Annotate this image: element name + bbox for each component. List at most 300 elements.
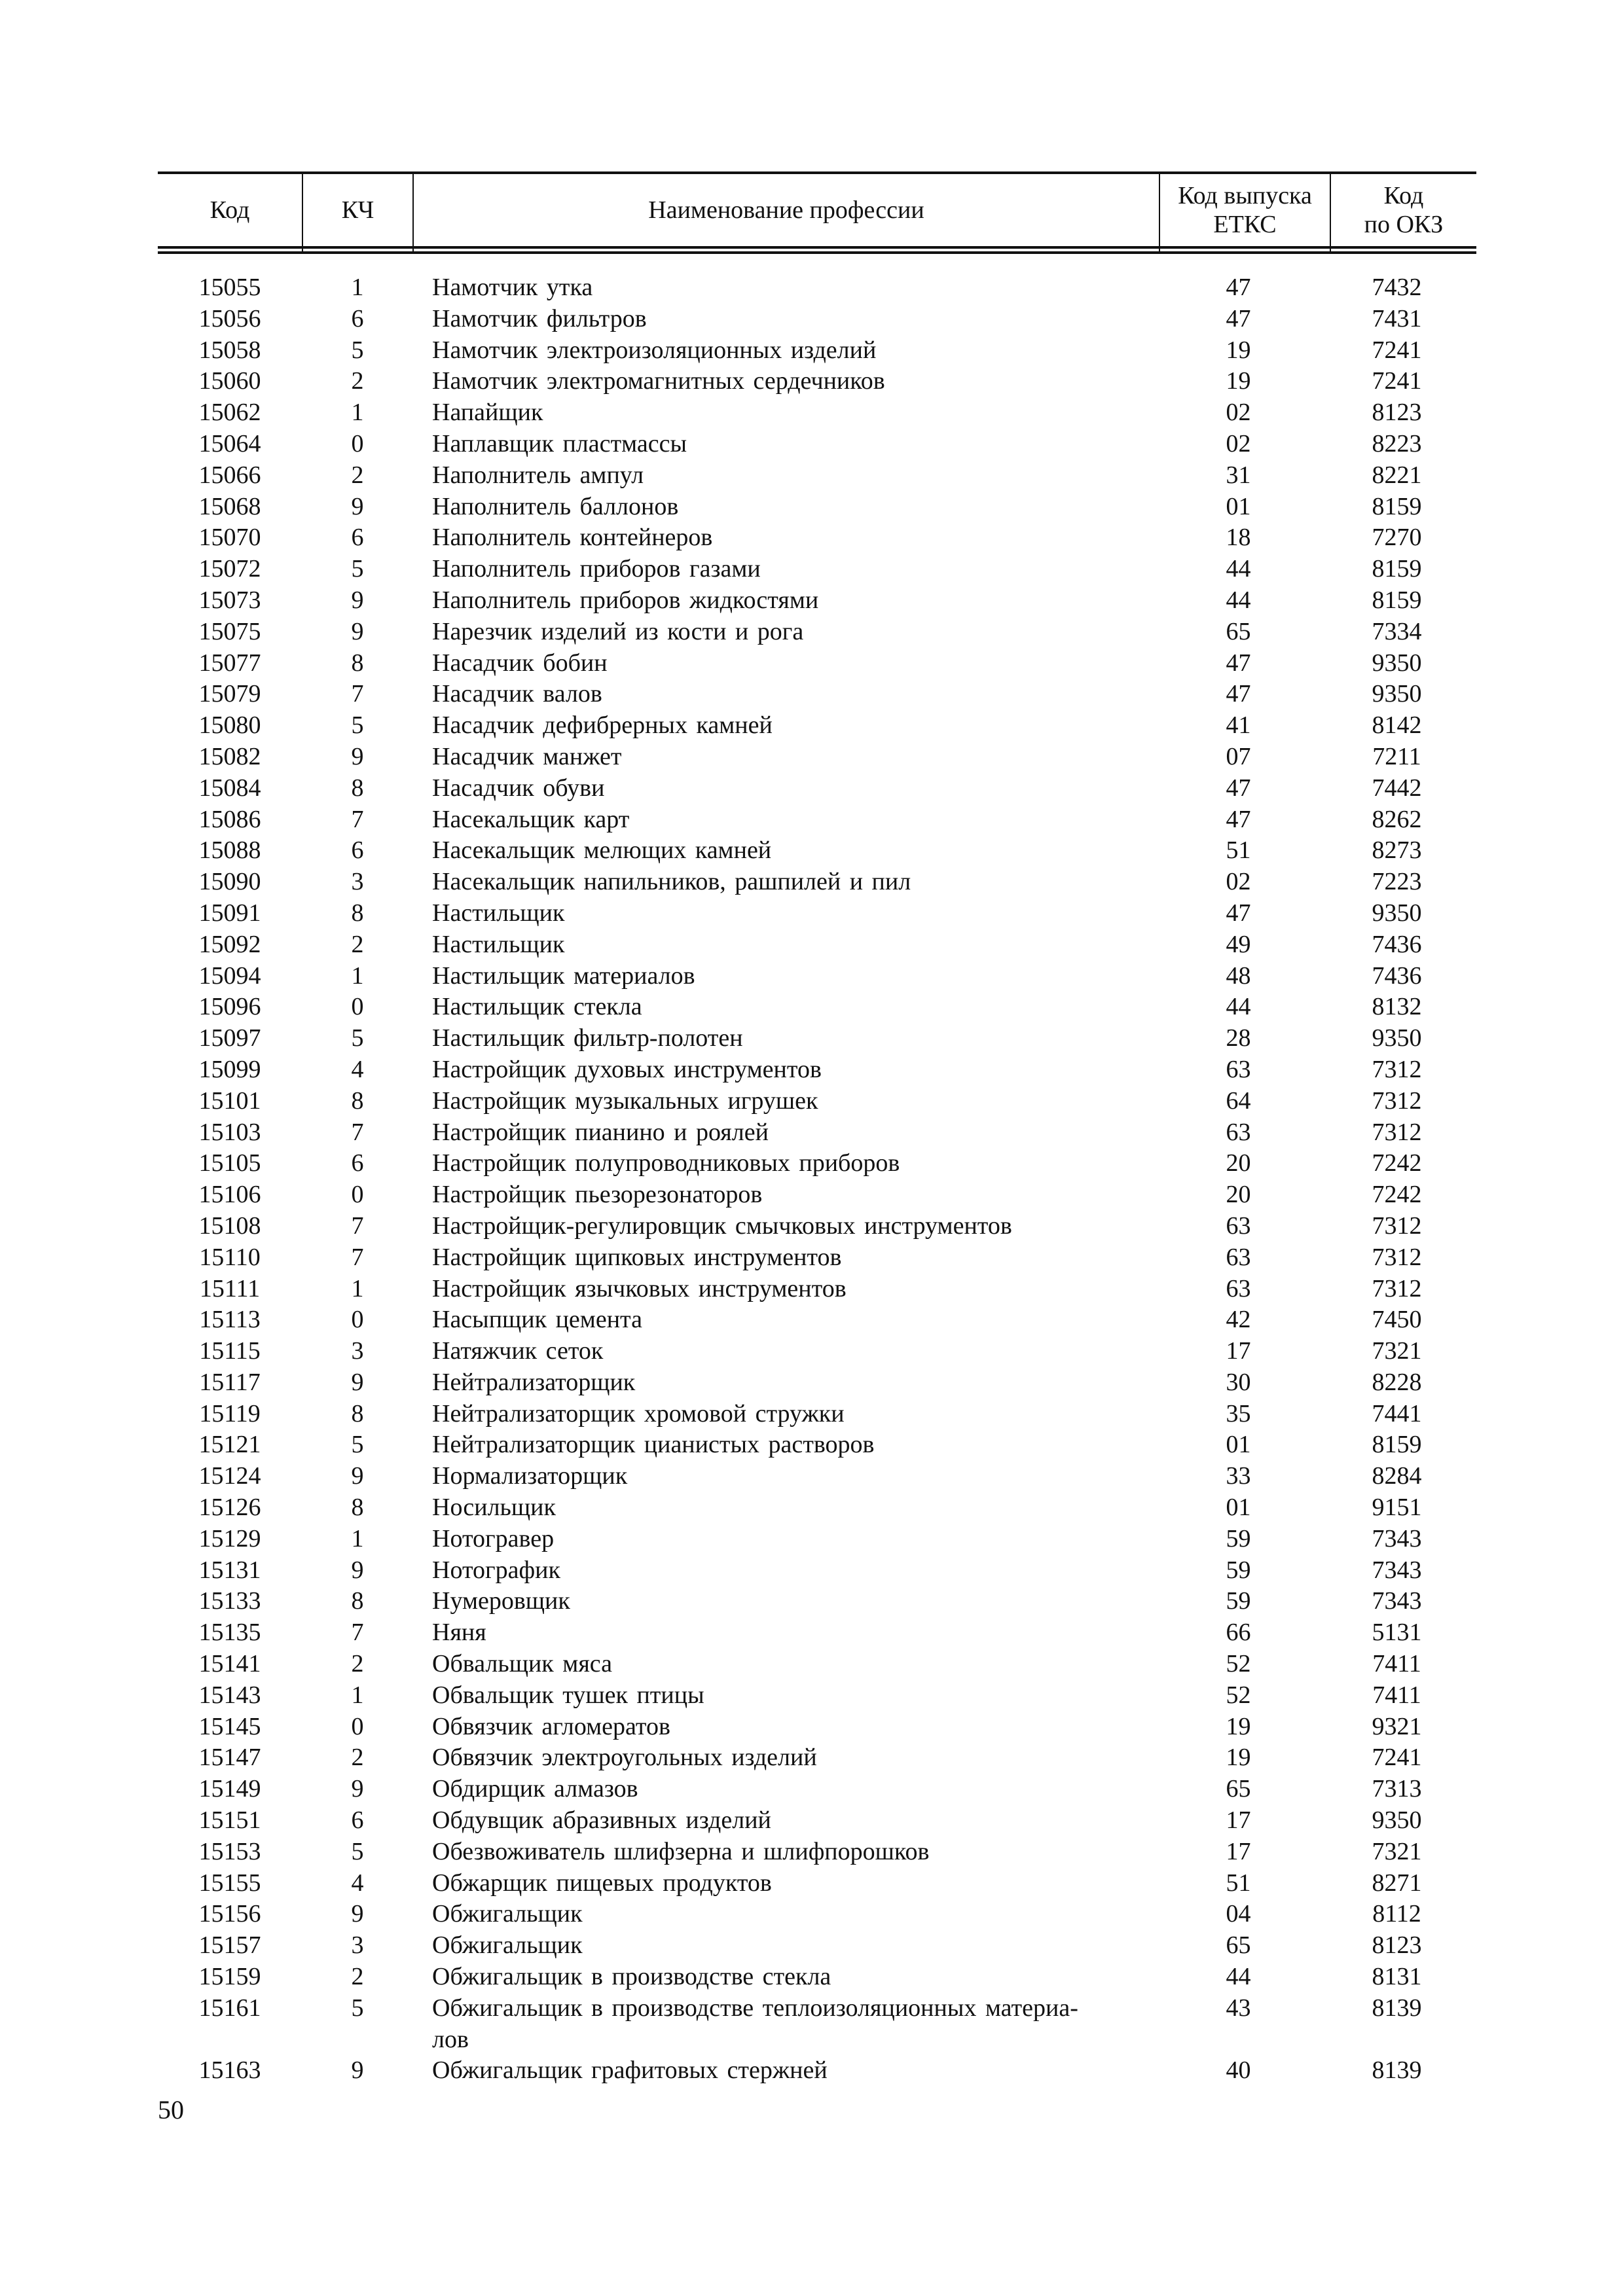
cell-code: 15101 [198,1086,261,1115]
cell-okz-code: 9321 [1372,1712,1422,1740]
cell-code: 15159 [198,1963,261,1991]
cell-etks-code: 18 [1226,524,1251,552]
cell-code: 15126 [198,1494,261,1522]
cell-code: 15115 [199,1337,261,1365]
cell-okz-code: 8271 [1372,1869,1422,1897]
cell-code: 15086 [198,805,261,833]
cell-okz-code: 8132 [1372,993,1422,1021]
cell-okz-code: 7321 [1372,1337,1422,1365]
table-row [158,1492,1476,1524]
cell-okz-code: 7343 [1372,1524,1422,1552]
table-row [158,1304,1476,1336]
cell-code: 15103 [198,1118,261,1146]
cell-okz-code: 7241 [1372,1744,1422,1772]
table-header [158,174,1476,246]
cell-okz-code: 7343 [1372,1556,1422,1584]
cell-profession-name: Настильщик материалов [432,961,695,990]
cell-code: 15141 [198,1650,261,1678]
header-rule [158,251,1476,254]
cell-okz-code: 7211 [1372,742,1421,770]
cell-profession-name: Нумеровщик [432,1587,570,1615]
cell-profession-name: Обезвоживатель шлифзерна и шлифпорошков [432,1837,930,1865]
cell-profession-name: Обжигальщик в производстве стекла [432,1963,831,1991]
cell-profession-name: Настильщик стекла [432,993,642,1021]
cell-profession-name: Настройщик пианино и роялей [432,1118,769,1146]
cell-code: 15070 [198,524,261,552]
cell-etks-code: 19 [1226,1712,1251,1740]
cell-okz-code: 7442 [1372,774,1422,802]
table-row [158,1274,1476,1305]
cell-code: 15105 [198,1149,261,1177]
cell-kch: 5 [351,1024,364,1052]
cell-profession-name: Настройщик духовых инструментов [432,1055,822,1083]
table-row [158,429,1476,460]
cell-profession-name: Настильщик [432,899,565,927]
cell-code: 15121 [198,1431,261,1459]
cell-kch: 1 [351,274,364,301]
cell-code: 15072 [198,555,261,583]
table-row [158,835,1476,867]
cell-etks-code: 01 [1226,1494,1251,1522]
cell-okz-code: 8123 [1372,399,1422,427]
cell-profession-name: Намотчик электромагнитных сердечников [432,367,885,395]
table-row [158,1837,1476,1868]
cell-kch: 2 [351,1963,364,1991]
cell-kch: 7 [351,680,364,708]
header-kch: КЧ [341,196,374,224]
table-row [158,1555,1476,1587]
table-row [158,679,1476,710]
cell-profession-name: Обдувщик абразивных изделий [432,1806,771,1835]
cell-etks-code: 66 [1226,1619,1251,1647]
table-row [158,742,1476,773]
cell-etks-code: 47 [1226,304,1251,332]
cell-kch: 7 [351,1243,364,1271]
cell-profession-name: Насадчик манжет [432,742,622,770]
cell-code: 15119 [199,1399,261,1427]
cell-kch: 6 [351,524,364,552]
cell-kch: 5 [351,336,364,364]
table-row [158,1054,1476,1086]
cell-kch: 8 [351,1587,364,1615]
cell-kch: 0 [351,429,364,457]
table-body [158,272,1476,2087]
cell-profession-name: Няня [432,1619,486,1647]
cell-profession-name: Нотографик [432,1556,560,1584]
cell-kch: 3 [351,868,364,896]
cell-etks-code: 47 [1226,774,1251,802]
cell-kch: 0 [351,1712,364,1740]
cell-okz-code: 7242 [1372,1181,1422,1209]
cell-kch: 5 [351,555,364,583]
cell-code: 15056 [198,304,261,332]
cell-code: 15133 [198,1587,261,1615]
cell-profession-name: Обжарщик пищевых продуктов [432,1869,772,1897]
cell-etks-code: 47 [1226,649,1251,677]
table-row [158,898,1476,929]
cell-profession-name: Нейтрализаторщик хромовой стружки [432,1399,845,1427]
cell-profession-name: Обдирщик алмазов [432,1775,638,1803]
cell-okz-code: 8159 [1372,586,1422,614]
table-row [158,554,1476,585]
cell-etks-code: 49 [1226,930,1251,958]
cell-code: 15058 [198,336,261,364]
table-row [158,1586,1476,1617]
table-row [158,304,1476,335]
cell-kch: 2 [351,461,364,489]
cell-okz-code: 8284 [1372,1462,1422,1490]
table-row [158,1429,1476,1461]
cell-kch: 2 [351,367,364,395]
cell-code: 15157 [198,1931,261,1960]
table-row [158,522,1476,554]
cell-okz-code: 7270 [1372,524,1422,552]
cell-kch: 5 [351,1837,364,1865]
cell-okz-code: 7411 [1372,1650,1421,1678]
cell-code: 15079 [198,680,261,708]
cell-okz-code: 9350 [1372,1024,1422,1052]
cell-profession-name: Настройщик язычковых инструментов [432,1274,847,1302]
cell-kch: 1 [351,399,364,427]
cell-profession-name: Насекальщик мелющих камней [432,836,772,865]
cell-kch: 9 [351,2056,364,2085]
cell-profession-name: Наполнитель контейнеров [432,524,713,552]
cell-profession-name: Насадчик бобин [432,649,608,677]
cell-kch: 9 [351,1368,364,1396]
table-row [158,1930,1476,1962]
cell-kch: 8 [351,774,364,802]
cell-okz-code: 9350 [1372,899,1422,927]
table-row [158,1336,1476,1367]
table-row [158,992,1476,1023]
cell-kch: 7 [351,805,364,833]
cell-code: 15163 [198,2056,261,2085]
cell-code: 15099 [198,1055,261,1083]
cell-okz-code: 9350 [1372,680,1422,708]
cell-okz-code: 8273 [1372,836,1422,865]
cell-code: 15091 [198,899,261,927]
cell-okz-code: 8112 [1372,1900,1421,1928]
table-row [158,1993,1476,2056]
cell-okz-code: 7441 [1372,1399,1422,1427]
table-row [158,867,1476,898]
cell-code: 15088 [198,836,261,865]
header-code: Код [210,196,250,224]
table-row [158,366,1476,397]
cell-kch: 5 [351,711,364,740]
table-row [158,961,1476,992]
cell-okz-code: 9151 [1372,1494,1422,1522]
cell-okz-code: 7241 [1372,367,1422,395]
table-row [158,1899,1476,1930]
cell-etks-code: 51 [1226,836,1251,865]
table-row [158,1649,1476,1680]
cell-etks-code: 42 [1226,1306,1251,1334]
table-row [158,272,1476,304]
cell-code: 15145 [198,1712,261,1740]
cell-kch: 6 [351,1149,364,1177]
table-row [158,929,1476,961]
table-row [158,1211,1476,1242]
cell-kch: 9 [351,742,364,770]
cell-code: 15129 [198,1524,261,1552]
cell-okz-code: 8142 [1372,711,1422,740]
cell-okz-code: 8159 [1372,1431,1422,1459]
table-row [158,1774,1476,1805]
cell-kch: 9 [351,492,364,520]
cell-kch: 6 [351,1806,364,1835]
cell-okz-code: 7312 [1372,1274,1422,1302]
cell-code: 15096 [198,993,261,1021]
cell-code: 15117 [199,1368,261,1396]
cell-etks-code: 02 [1226,429,1251,457]
cell-okz-code: 7321 [1372,1837,1422,1865]
cell-code: 15135 [198,1619,261,1647]
cell-profession-name: Намотчик электроизоляционных изделий [432,336,877,364]
cell-code: 15084 [198,774,261,802]
cell-etks-code: 20 [1226,1149,1251,1177]
cell-kch: 0 [351,1306,364,1334]
cell-profession-name: Настройщик-регулировщик смычковых инструментов [432,1211,1012,1240]
cell-code: 15153 [198,1837,261,1865]
cell-etks-code: 44 [1226,993,1251,1021]
cell-profession-name: Насыпщик цемента [432,1306,642,1334]
cell-profession-name: Настильщик фильтр-полотен [432,1024,743,1052]
cell-kch: 9 [351,1556,364,1584]
table-row [158,1242,1476,1274]
cell-okz-code: 9350 [1372,649,1422,677]
cell-kch: 2 [351,1744,364,1772]
cell-code: 15068 [198,492,261,520]
cell-code: 15151 [198,1806,261,1835]
cell-kch: 1 [351,961,364,990]
cell-profession-name: Настройщик щипковых инструментов [432,1243,842,1271]
cell-etks-code: 33 [1226,1462,1251,1490]
cell-code: 15055 [198,274,261,301]
cell-code: 15075 [198,617,261,645]
cell-kch: 2 [351,930,364,958]
cell-profession-name: Напайщик [432,399,543,427]
cell-kch: 7 [351,1619,364,1647]
cell-etks-code: 47 [1226,805,1251,833]
cell-code: 15143 [198,1681,261,1709]
cell-profession-name: Настройщик пьезорезонаторов [432,1181,763,1209]
cell-etks-code: 28 [1226,1024,1251,1052]
cell-code: 15149 [198,1775,261,1803]
cell-code: 15066 [198,461,261,489]
cell-profession-name: Обжигальщик графитовых стержней [432,2056,828,2085]
cell-etks-code: 31 [1226,461,1251,489]
cell-kch: 7 [351,1211,364,1240]
cell-etks-code: 59 [1226,1587,1251,1615]
cell-okz-code: 8131 [1372,1963,1422,1991]
cell-etks-code: 17 [1226,1837,1251,1865]
cell-etks-code: 64 [1226,1086,1251,1115]
table-row [158,1086,1476,1117]
table-row [158,1367,1476,1399]
cell-code: 15077 [198,649,261,677]
table-row [158,617,1476,648]
cell-etks-code: 01 [1226,1431,1251,1459]
cell-etks-code: 63 [1226,1118,1251,1146]
cell-code: 15080 [198,711,261,740]
cell-kch: 9 [351,586,364,614]
cell-etks-code: 02 [1226,868,1251,896]
cell-code: 15097 [198,1024,261,1052]
cell-okz-code: 7313 [1372,1775,1422,1803]
table-row [158,1179,1476,1211]
cell-okz-code: 9350 [1372,1806,1422,1835]
cell-etks-code: 63 [1226,1243,1251,1271]
header-okz: Код по ОКЗ [1364,182,1444,238]
professions-table [158,171,1476,2087]
cell-kch: 4 [351,1869,364,1897]
cell-code: 15110 [199,1243,261,1271]
cell-etks-code: 19 [1226,367,1251,395]
cell-etks-code: 04 [1226,1900,1251,1928]
cell-etks-code: 01 [1226,492,1251,520]
cell-profession-name: Настройщик музыкальных игрушек [432,1086,818,1115]
table-row [158,710,1476,742]
table-row [158,2055,1476,2087]
cell-kch: 8 [351,1494,364,1522]
cell-profession-name: Обжигальщик в производстве теплоизоляционных материа- лов [432,1994,1078,2053]
cell-kch: 9 [351,1900,364,1928]
cell-kch: 8 [351,899,364,927]
cell-kch: 4 [351,1055,364,1083]
cell-okz-code: 7411 [1372,1681,1421,1709]
cell-kch: 6 [351,836,364,865]
cell-code: 15124 [198,1462,261,1490]
cell-code: 15062 [198,399,261,427]
cell-profession-name: Наполнитель приборов газами [432,555,761,583]
cell-etks-code: 44 [1226,1963,1251,1991]
cell-etks-code: 59 [1226,1524,1251,1552]
cell-okz-code: 7343 [1372,1587,1422,1615]
cell-code: 15156 [198,1900,261,1928]
table-row [158,335,1476,367]
cell-profession-name: Настильщик [432,930,565,958]
cell-code: 15113 [199,1306,261,1334]
cell-okz-code: 7450 [1372,1306,1422,1334]
table-row [158,648,1476,679]
table-row [158,1399,1476,1430]
cell-etks-code: 63 [1226,1274,1251,1302]
cell-etks-code: 43 [1226,1994,1251,2022]
table-row [158,397,1476,429]
cell-okz-code: 8262 [1372,805,1422,833]
cell-profession-name: Обвальщик тушек птицы [432,1681,704,1709]
cell-profession-name: Натяжчик сеток [432,1337,604,1365]
cell-code: 15108 [198,1211,261,1240]
table-row [158,1524,1476,1555]
cell-etks-code: 47 [1226,680,1251,708]
cell-etks-code: 63 [1226,1211,1251,1240]
cell-etks-code: 19 [1226,336,1251,364]
cell-etks-code: 65 [1226,1775,1251,1803]
cell-kch: 8 [351,1399,364,1427]
cell-etks-code: 17 [1226,1806,1251,1835]
cell-etks-code: 65 [1226,1931,1251,1960]
cell-etks-code: 47 [1226,274,1251,301]
cell-code: 15155 [198,1869,261,1897]
table-row [158,585,1476,617]
cell-kch: 1 [351,1524,364,1552]
cell-profession-name: Носильщик [432,1494,556,1522]
cell-okz-code: 7312 [1372,1055,1422,1083]
cell-kch: 7 [351,1118,364,1146]
cell-etks-code: 17 [1226,1337,1251,1365]
table-row [158,492,1476,523]
cell-profession-name: Наполнитель ампул [432,461,644,489]
cell-code: 15147 [198,1744,261,1772]
cell-okz-code: 8228 [1372,1368,1422,1396]
cell-profession-name: Наполнитель баллонов [432,492,679,520]
cell-code: 15161 [198,1994,261,2022]
cell-etks-code: 07 [1226,742,1251,770]
cell-okz-code: 8159 [1372,555,1422,583]
cell-okz-code: 7334 [1372,617,1422,645]
cell-kch: 0 [351,993,364,1021]
cell-okz-code: 7312 [1372,1118,1422,1146]
cell-code: 15106 [198,1181,261,1209]
cell-okz-code: 7312 [1372,1243,1422,1271]
table-row [158,773,1476,804]
cell-okz-code: 7431 [1372,304,1422,332]
cell-okz-code: 7241 [1372,336,1422,364]
cell-etks-code: 52 [1226,1650,1251,1678]
cell-kch: 3 [351,1337,364,1365]
table-row [158,1117,1476,1149]
cell-okz-code: 5131 [1372,1619,1422,1647]
cell-etks-code: 52 [1226,1681,1251,1709]
cell-etks-code: 59 [1226,1556,1251,1584]
table-row [158,1868,1476,1899]
table-row [158,1461,1476,1492]
cell-profession-name: Обвязчик электроугольных изделий [432,1744,817,1772]
cell-profession-name: Намотчик утка [432,274,593,301]
cell-etks-code: 02 [1226,399,1251,427]
header-name: Наименование профессии [648,196,924,224]
cell-profession-name: Нейтрализаторщик цианистых растворов [432,1431,875,1459]
cell-etks-code: 35 [1226,1399,1251,1427]
cell-kch: 9 [351,617,364,645]
cell-profession-name: Насадчик валов [432,680,602,708]
cell-profession-name: Насекальщик карт [432,805,630,833]
cell-okz-code: 7432 [1372,274,1422,301]
cell-etks-code: 65 [1226,617,1251,645]
cell-etks-code: 40 [1226,2056,1251,2085]
cell-kch: 8 [351,1086,364,1115]
cell-etks-code: 47 [1226,899,1251,927]
cell-okz-code: 8221 [1372,461,1422,489]
cell-profession-name: Насадчик обуви [432,774,605,802]
cell-kch: 8 [351,649,364,677]
cell-profession-name: Нейтрализаторщик [432,1368,636,1396]
cell-okz-code: 7223 [1372,868,1422,896]
cell-profession-name: Нормализаторщик [432,1462,628,1490]
cell-profession-name: Обжигальщик [432,1931,583,1960]
table-row [158,1742,1476,1774]
cell-code: 15073 [198,586,261,614]
cell-okz-code: 7242 [1372,1149,1422,1177]
cell-etks-code: 44 [1226,555,1251,583]
cell-etks-code: 48 [1226,961,1251,990]
cell-etks-code: 30 [1226,1368,1251,1396]
cell-etks-code: 51 [1226,1869,1251,1897]
cell-profession-name: Обвязчик агломератов [432,1712,670,1740]
cell-profession-name: Нарезчик изделий из кости и рога [432,617,804,645]
